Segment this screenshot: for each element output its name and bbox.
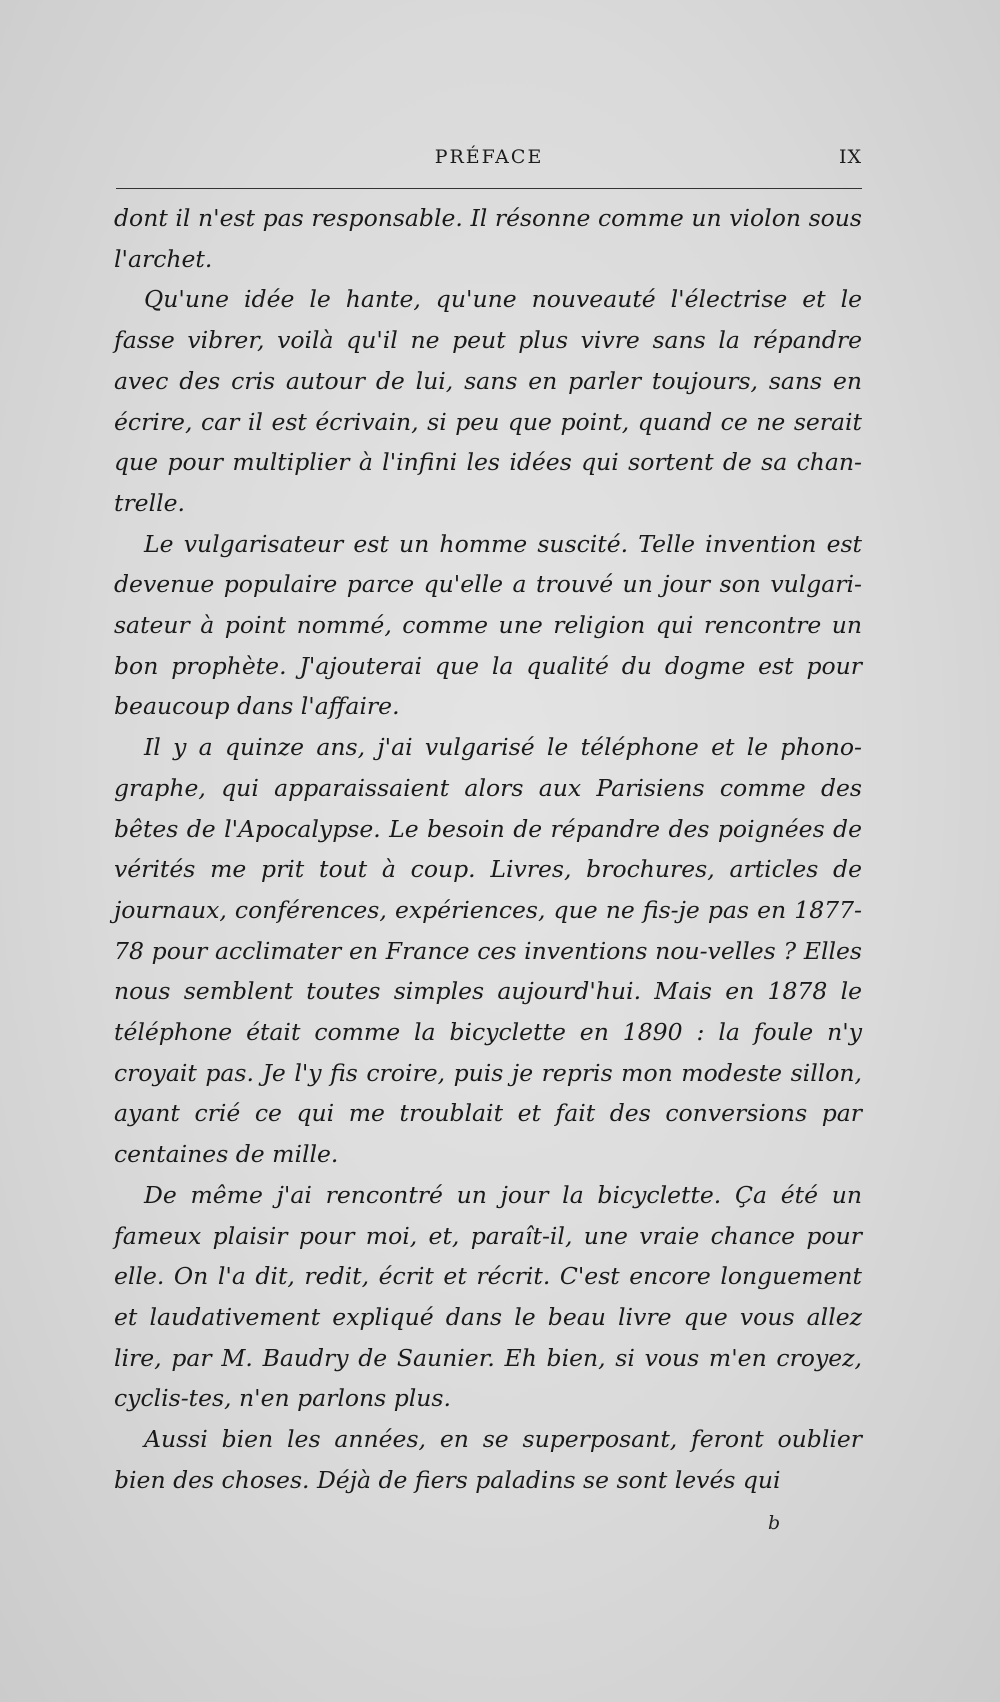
signature-mark: b xyxy=(768,1512,781,1534)
header-rule xyxy=(116,188,862,189)
page-header xyxy=(116,146,862,176)
running-title: PRÉFACE xyxy=(434,146,544,168)
page-number: IX xyxy=(838,146,862,168)
paragraph-continuation: dont il n'est pas responsable. Il résonne comme un violon sous l'archet. xyxy=(114,204,862,273)
paragraph: Le vulgarisateur est un homme suscité. Telle invention est devenue populaire parce qu'elle a trouvé un jour son vulgari-sateur à point nommé, comme une religion qui rencontre un bon prophète. J'ajouterai que la qualité du dogme est pour beaucoup dans l'affaire. xyxy=(114,529,862,721)
paragraph: Aussi bien les années, en se superposant, feront oublier bien des choses. Déjà de fiers paladins se sont levés qui xyxy=(114,1425,862,1494)
paragraph: Il y a quinze ans, j'ai vulgarisé le téléphone et le phono-graphe, qui apparaissaient alors aux Parisiens comme des bêtes de l'Apocalypse. Le besoin de répandre des poignées de vérités me prit tout à coup. Livres, brochures, articles de journaux, conférences, expériences, que ne fis-je pas en 1877-78 pour acclimater en France ces inventions nou-velles ? Elles nous semblent toutes simples aujourd'hui. Mais en 1878 le téléphone était comme la bicyclette en 1890 : la foule n'y croyait pas. Je l'y fis croire, puis je repris mon modeste sillon, ayant crié ce qui me troublait et fait des conversions par centaines de mille. xyxy=(114,733,862,1169)
paragraph: De même j'ai rencontré un jour la bicyclette. Ça été un fameux plaisir pour moi, et, paraît-il, une vraie chance pour elle. On l'a dit, redit, écrit et récrit. C'est encore longuement et laudativement expliqué dans le beau livre que vous allez lire, par M. Baudry de Saunier. Eh bien, si vous m'en croyez, cyclis-tes, n'en parlons plus. xyxy=(114,1180,862,1413)
paragraph: Qu'une idée le hante, qu'une nouveauté l'électrise et le fasse vibrer, voilà qu'il ne peut plus vivre sans la répandre avec des cris autour de lui, sans en parler toujours, sans en écrire, car il est écrivain, si peu que point, quand ce ne serait que pour multiplier à l'infini les idées qui sortent de sa chan-trelle. xyxy=(114,285,862,517)
body-text xyxy=(114,198,862,1501)
